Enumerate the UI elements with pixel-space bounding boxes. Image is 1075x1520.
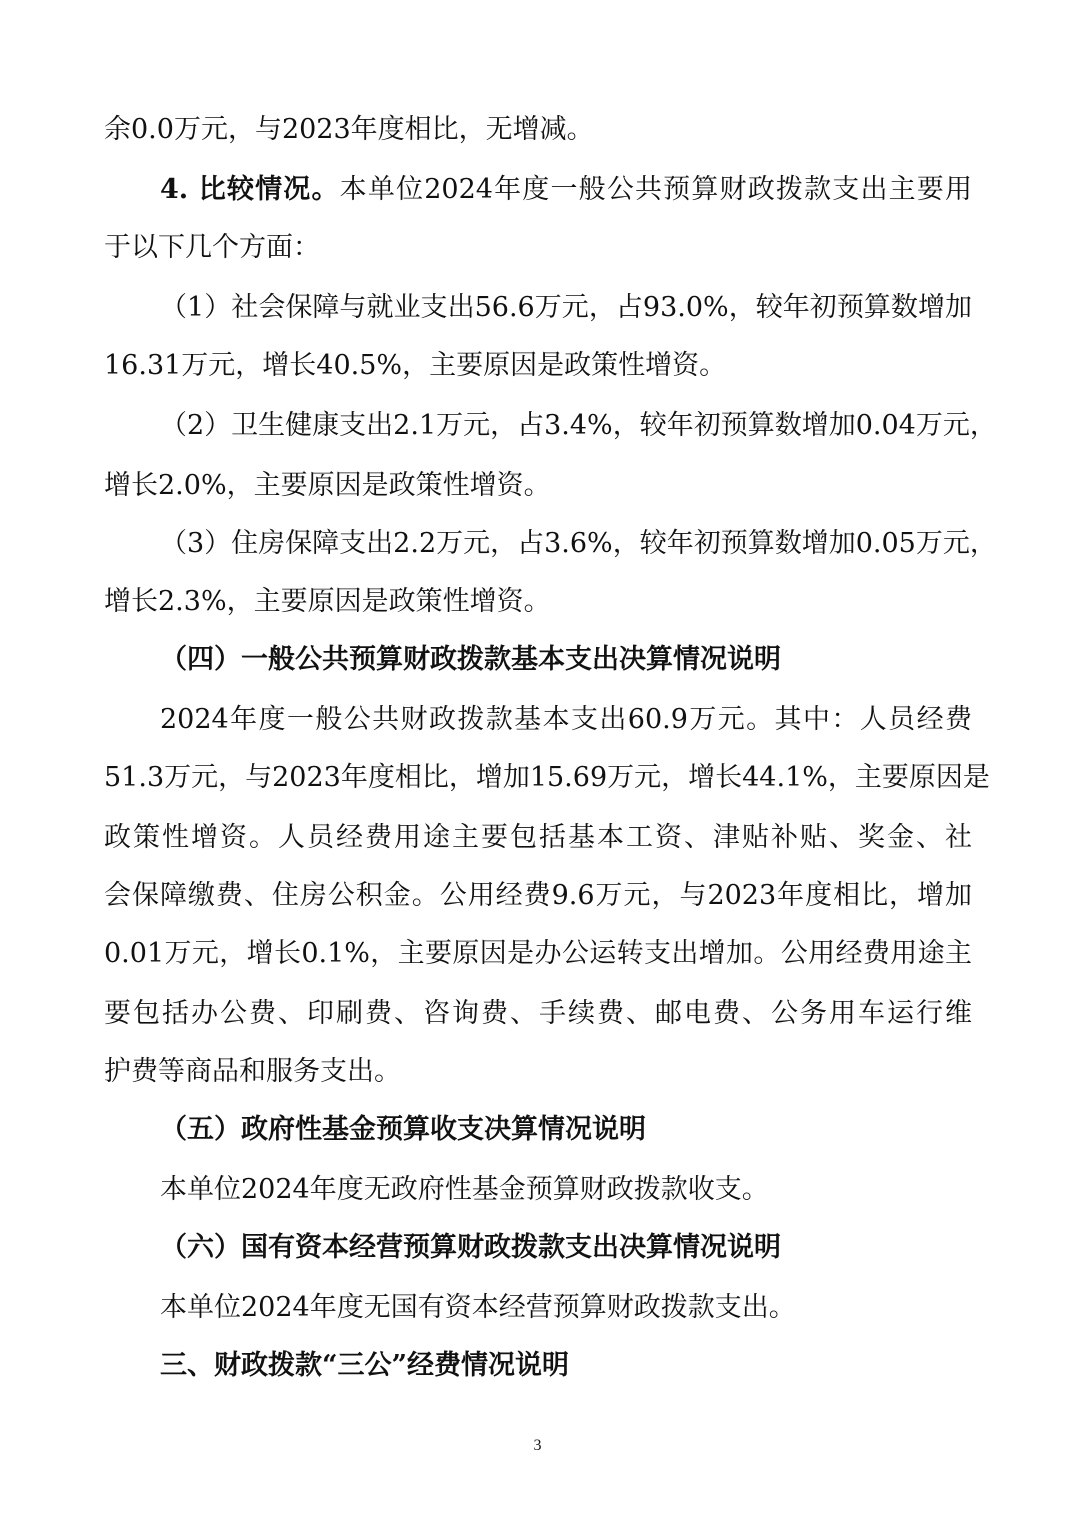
paragraph-state-capital: 本单位2024年度无国有资本经营预算财政拨款支出。 <box>160 1292 796 1323</box>
paragraph-basic-expenditure-cont: 政策性增资。人员经费用途主要包括基本工资、津贴补贴、奖金、社 <box>104 822 972 853</box>
paragraph-basic-expenditure-cont: 51.3万元，与2023年度相比，增加15.69万元，增长44.1%，主要原因是 <box>104 762 990 793</box>
comparison-text: 本单位2024年度一般公共预算财政拨款支出主要用 <box>339 174 972 205</box>
list-item-social-security: （1）社会保障与就业支出56.6万元，占93.0%，较年初预算数增加 <box>160 292 972 323</box>
section-heading-4: （四）一般公共预算财政拨款基本支出决算情况说明 <box>160 644 781 675</box>
paragraph-basic-expenditure-end: 护费等商品和服务支出。 <box>104 1056 401 1087</box>
comparison-heading: 4. 比较情况。 <box>160 174 340 205</box>
list-item-social-security-cont: 16.31万元，增长40.5%，主要原因是政策性增资。 <box>104 350 727 381</box>
paragraph-basic-expenditure: 2024年度一般公共财政拨款基本支出60.9万元。其中：人员经费 <box>160 704 972 735</box>
list-item-health: （2）卫生健康支出2.1万元，占3.4%，较年初预算数增加0.04万元， <box>160 410 997 441</box>
list-item-housing-cont: 增长2.3%，主要原因是政策性增资。 <box>104 586 551 617</box>
paragraph-line: 于以下几个方面： <box>104 232 320 263</box>
paragraph-line-carryover: 余0.0万元，与2023年度相比，无增减。 <box>104 114 594 145</box>
list-item-health-cont: 增长2.0%，主要原因是政策性增资。 <box>104 470 551 501</box>
paragraph-basic-expenditure-cont: 0.01万元，增长0.1%，主要原因是办公运转支出增加。公用经费用途主 <box>104 938 972 969</box>
section-heading-5: （五）政府性基金预算收支决算情况说明 <box>160 1114 646 1145</box>
page-number: 3 <box>533 1437 542 1454</box>
paragraph-comparison-line <box>160 170 972 210</box>
list-item-housing: （3）住房保障支出2.2万元，占3.6%，较年初预算数增加0.05万元， <box>160 528 997 559</box>
paragraph-basic-expenditure-cont: 会保障缴费、住房公积金。公用经费9.6万元，与2023年度相比，增加 <box>104 880 972 911</box>
section-heading-three-public: 三、财政拨款“三公”经费情况说明 <box>160 1350 570 1381</box>
section-heading-6: （六）国有资本经营预算财政拨款支出决算情况说明 <box>160 1232 781 1263</box>
paragraph-government-fund: 本单位2024年度无政府性基金预算财政拨款收支。 <box>160 1174 769 1205</box>
paragraph-basic-expenditure-cont: 要包括办公费、印刷费、咨询费、手续费、邮电费、公务用车运行维 <box>104 998 972 1029</box>
